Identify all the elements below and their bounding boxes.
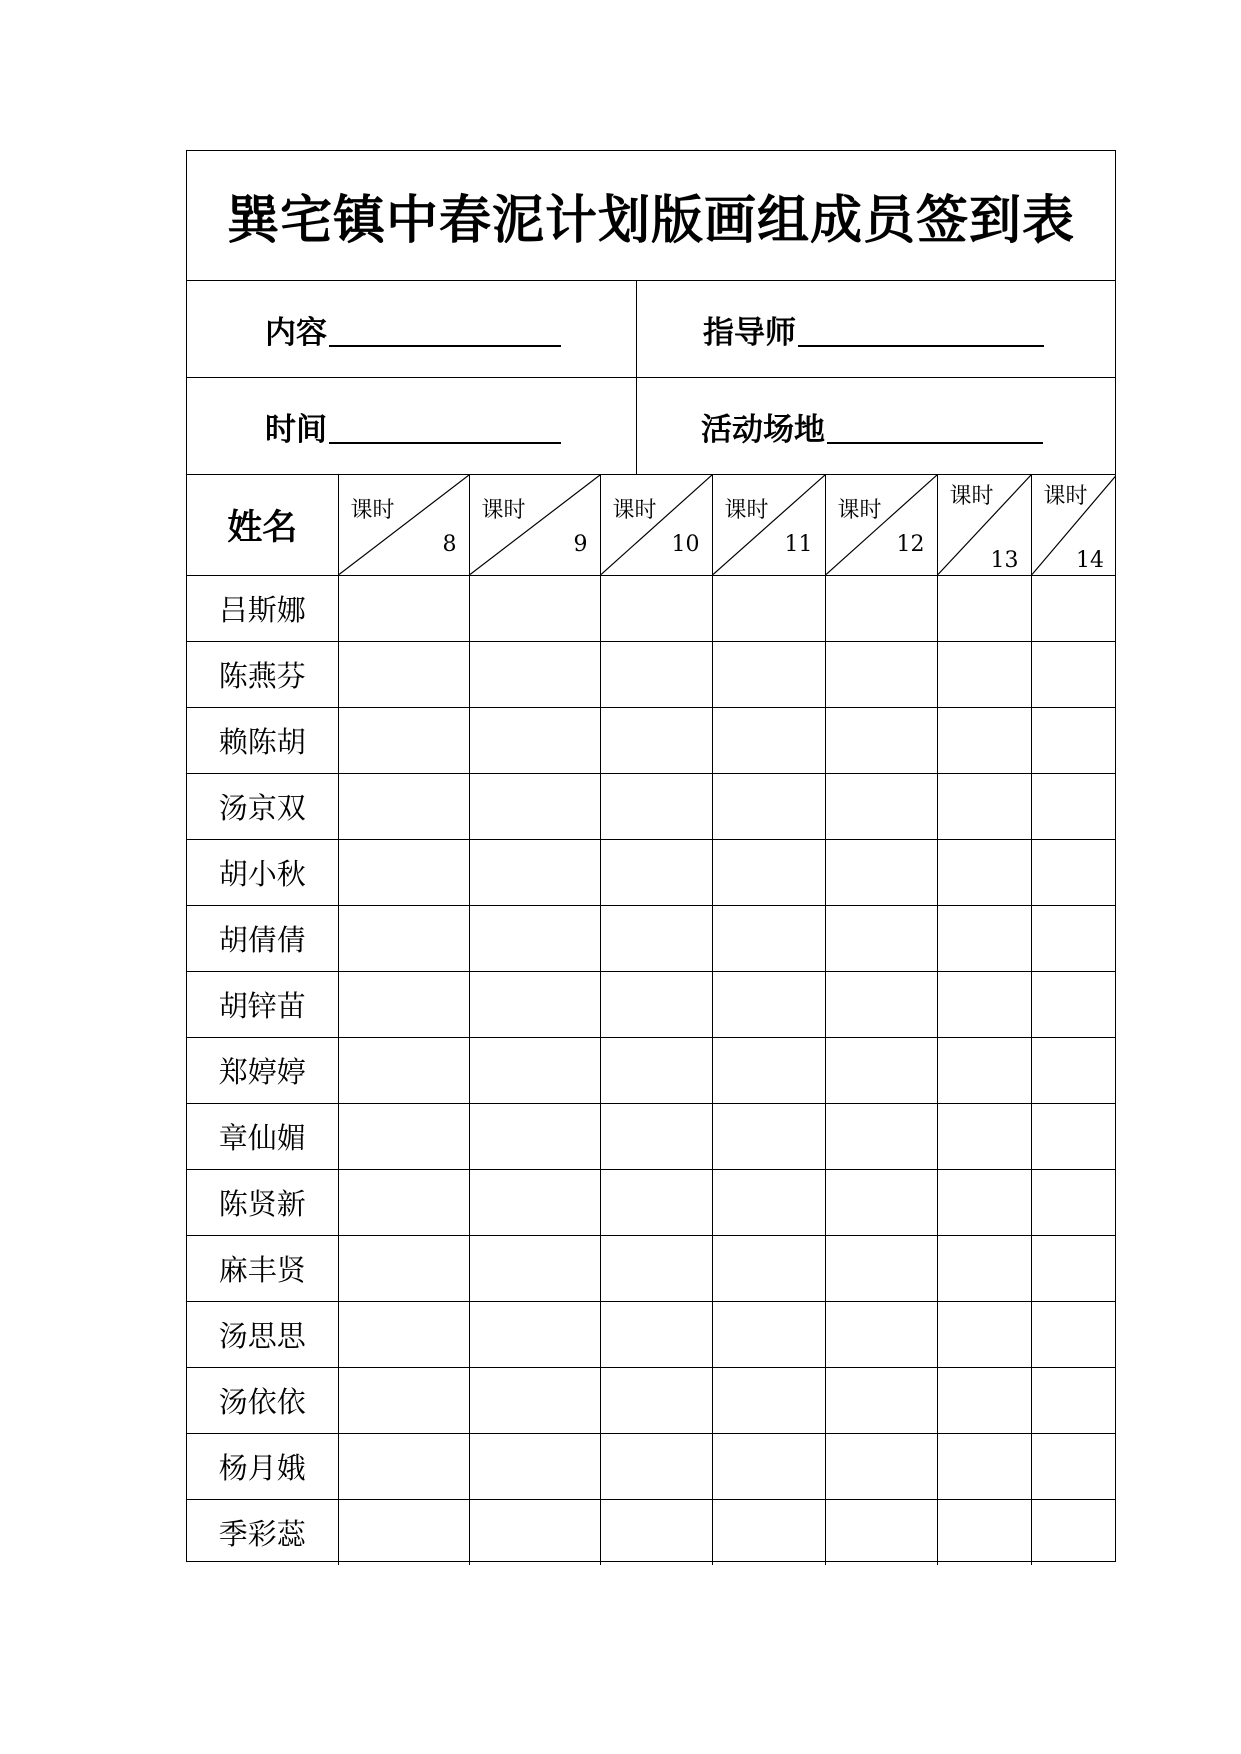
signature-cell[interactable] xyxy=(712,707,825,773)
signature-cell[interactable] xyxy=(469,1169,600,1235)
signature-cell[interactable] xyxy=(600,1169,712,1235)
signature-cell[interactable] xyxy=(338,707,469,773)
signature-cell[interactable] xyxy=(825,1235,937,1301)
signature-cell[interactable] xyxy=(469,1037,600,1103)
signature-cell[interactable] xyxy=(1031,1169,1116,1235)
lesson-header-cell xyxy=(1031,475,1116,575)
lesson-label: 课时 xyxy=(481,498,526,523)
signature-cell[interactable] xyxy=(469,971,600,1037)
table-row xyxy=(187,1235,1116,1301)
signature-cell[interactable] xyxy=(469,1367,600,1433)
signature-cell[interactable] xyxy=(469,773,600,839)
sign-in-sheet xyxy=(186,150,1116,1562)
sheet-title: 巽宅镇中春泥计划版画组成员签到表 xyxy=(226,191,1075,251)
lesson-label: 课时 xyxy=(612,498,657,523)
signature-cell[interactable] xyxy=(825,707,937,773)
signature-cell[interactable] xyxy=(338,1235,469,1301)
signature-cell[interactable] xyxy=(338,905,469,971)
title-row xyxy=(187,151,1115,281)
signature-cell[interactable] xyxy=(600,1235,712,1301)
signature-cell[interactable] xyxy=(825,1301,937,1367)
signature-cell[interactable] xyxy=(712,905,825,971)
signature-cell[interactable] xyxy=(825,1367,937,1433)
teacher-blank-line[interactable] xyxy=(798,311,1044,347)
signature-cell[interactable] xyxy=(469,575,600,641)
table-row xyxy=(187,1103,1116,1169)
signature-cell[interactable] xyxy=(712,1367,825,1433)
lesson-diagonal-header xyxy=(339,475,469,575)
time-blank-line[interactable] xyxy=(329,408,561,444)
signature-cell[interactable] xyxy=(338,575,469,641)
content-blank-line[interactable] xyxy=(329,311,561,347)
signature-cell[interactable] xyxy=(469,1499,600,1565)
signature-cell[interactable] xyxy=(937,707,1031,773)
table-row xyxy=(187,1169,1116,1235)
signature-cell[interactable] xyxy=(937,971,1031,1037)
signature-cell[interactable] xyxy=(937,1169,1031,1235)
signature-cell[interactable] xyxy=(1031,1037,1116,1103)
signature-cell[interactable] xyxy=(600,707,712,773)
signature-cell[interactable] xyxy=(338,1301,469,1367)
signature-cell[interactable] xyxy=(469,1235,600,1301)
signature-cell[interactable] xyxy=(600,1301,712,1367)
signature-cell[interactable] xyxy=(712,1301,825,1367)
content-cell xyxy=(187,281,637,377)
lesson-header-cell xyxy=(825,475,937,575)
member-name: 汤京双 xyxy=(187,773,338,839)
signature-cell[interactable] xyxy=(469,641,600,707)
signature-cell[interactable] xyxy=(1031,1433,1116,1499)
signature-cell[interactable] xyxy=(712,1235,825,1301)
lesson-number: 11 xyxy=(784,531,813,557)
lesson-number: 13 xyxy=(990,547,1019,573)
lesson-label: 课时 xyxy=(724,498,769,523)
lesson-number: 12 xyxy=(896,531,925,557)
signature-cell[interactable] xyxy=(712,1499,825,1565)
signature-cell[interactable] xyxy=(825,641,937,707)
signature-cell[interactable] xyxy=(600,1433,712,1499)
signature-cell[interactable] xyxy=(712,641,825,707)
member-name: 汤思思 xyxy=(187,1301,338,1367)
member-name: 陈贤新 xyxy=(187,1169,338,1235)
signature-cell[interactable] xyxy=(825,773,937,839)
signature-cell[interactable] xyxy=(825,1499,937,1565)
table-row xyxy=(187,707,1116,773)
lesson-label: 课时 xyxy=(1043,484,1088,509)
signature-cell[interactable] xyxy=(469,1301,600,1367)
venue-label: 活动场地 xyxy=(701,411,825,448)
signature-cell[interactable] xyxy=(1031,1367,1116,1433)
signature-cell[interactable] xyxy=(338,1499,469,1565)
signature-cell[interactable] xyxy=(937,1037,1031,1103)
table-row xyxy=(187,1301,1116,1367)
table-row xyxy=(187,1037,1116,1103)
teacher-cell xyxy=(637,281,1115,377)
signature-cell[interactable] xyxy=(937,1433,1031,1499)
lesson-header-cell xyxy=(937,475,1031,575)
table-row xyxy=(187,575,1116,641)
signature-cell[interactable] xyxy=(712,1169,825,1235)
diagonal-line xyxy=(470,475,600,575)
signature-cell[interactable] xyxy=(338,1103,469,1169)
signature-cell[interactable] xyxy=(712,1103,825,1169)
diagonal-line xyxy=(601,475,712,575)
lesson-diagonal-header xyxy=(826,475,937,575)
member-name: 吕斯娜 xyxy=(187,575,338,641)
table-row xyxy=(187,1499,1116,1565)
signature-cell[interactable] xyxy=(600,839,712,905)
signature-cell[interactable] xyxy=(825,1433,937,1499)
signature-cell[interactable] xyxy=(712,971,825,1037)
signature-cell[interactable] xyxy=(338,1367,469,1433)
venue-blank-line[interactable] xyxy=(827,408,1043,444)
attendance-table xyxy=(187,475,1116,1565)
signature-cell[interactable] xyxy=(1031,773,1116,839)
lesson-label: 课时 xyxy=(837,498,882,523)
table-row xyxy=(187,773,1116,839)
lesson-diagonal-header xyxy=(601,475,712,575)
lesson-diagonal-header xyxy=(1032,475,1117,575)
signature-cell[interactable] xyxy=(937,1235,1031,1301)
lesson-diagonal-header xyxy=(470,475,600,575)
member-name: 胡锌苗 xyxy=(187,971,338,1037)
time-cell xyxy=(187,378,637,474)
signature-cell[interactable] xyxy=(937,839,1031,905)
signature-cell[interactable] xyxy=(600,641,712,707)
signature-cell[interactable] xyxy=(600,1367,712,1433)
signature-cell[interactable] xyxy=(712,1433,825,1499)
signature-cell[interactable] xyxy=(469,905,600,971)
member-name: 麻丰贤 xyxy=(187,1235,338,1301)
signature-cell[interactable] xyxy=(338,1433,469,1499)
lesson-label: 课时 xyxy=(949,484,994,509)
signature-cell[interactable] xyxy=(712,839,825,905)
lesson-number: 9 xyxy=(573,531,588,557)
signature-cell[interactable] xyxy=(825,1037,937,1103)
member-name: 胡倩倩 xyxy=(187,905,338,971)
signature-cell[interactable] xyxy=(1031,1103,1116,1169)
lesson-header-cell xyxy=(338,475,469,575)
signature-cell[interactable] xyxy=(825,1169,937,1235)
signature-cell[interactable] xyxy=(937,773,1031,839)
content-label: 内容 xyxy=(265,314,327,351)
table-row xyxy=(187,905,1116,971)
signature-cell[interactable] xyxy=(469,1433,600,1499)
signature-cell[interactable] xyxy=(1031,1301,1116,1367)
lesson-diagonal-header xyxy=(938,475,1031,575)
signature-cell[interactable] xyxy=(338,773,469,839)
diagonal-line xyxy=(339,475,469,575)
info-row-content-teacher xyxy=(187,281,1115,378)
info-row-time-venue xyxy=(187,378,1115,475)
table-row xyxy=(187,641,1116,707)
signature-cell[interactable] xyxy=(712,1037,825,1103)
table-row xyxy=(187,1433,1116,1499)
member-name: 郑婷婷 xyxy=(187,1037,338,1103)
lesson-label: 课时 xyxy=(350,498,395,523)
signature-cell[interactable] xyxy=(937,575,1031,641)
signature-cell[interactable] xyxy=(600,1037,712,1103)
diagonal-line xyxy=(713,475,825,575)
signature-cell[interactable] xyxy=(338,1037,469,1103)
attendance-table-body xyxy=(187,475,1116,1565)
signature-cell[interactable] xyxy=(825,905,937,971)
diagonal-line xyxy=(826,475,937,575)
signature-cell[interactable] xyxy=(712,575,825,641)
member-name: 季彩蕊 xyxy=(187,1499,338,1565)
teacher-label: 指导师 xyxy=(703,314,796,351)
signature-cell[interactable] xyxy=(937,1499,1031,1565)
signature-cell[interactable] xyxy=(600,1103,712,1169)
signature-cell[interactable] xyxy=(1031,839,1116,905)
signature-cell[interactable] xyxy=(1031,575,1116,641)
lesson-number: 8 xyxy=(442,531,457,557)
signature-cell[interactable] xyxy=(825,575,937,641)
signature-cell[interactable] xyxy=(469,707,600,773)
signature-cell[interactable] xyxy=(1031,971,1116,1037)
member-name: 章仙媚 xyxy=(187,1103,338,1169)
signature-cell[interactable] xyxy=(338,971,469,1037)
member-name: 杨月娥 xyxy=(187,1433,338,1499)
table-row xyxy=(187,1367,1116,1433)
member-name: 胡小秋 xyxy=(187,839,338,905)
name-header: 姓名 xyxy=(187,475,338,575)
signature-cell[interactable] xyxy=(338,1169,469,1235)
signature-cell[interactable] xyxy=(937,1367,1031,1433)
time-label: 时间 xyxy=(265,411,327,448)
signature-cell[interactable] xyxy=(825,971,937,1037)
signature-cell[interactable] xyxy=(937,905,1031,971)
signature-cell[interactable] xyxy=(338,839,469,905)
signature-cell[interactable] xyxy=(937,1301,1031,1367)
venue-cell xyxy=(637,378,1115,474)
lesson-number: 14 xyxy=(1076,547,1104,573)
table-header-row xyxy=(187,475,1116,575)
lesson-header-cell xyxy=(469,475,600,575)
signature-cell[interactable] xyxy=(937,1103,1031,1169)
signature-cell[interactable] xyxy=(600,905,712,971)
member-name: 陈燕芬 xyxy=(187,641,338,707)
table-row xyxy=(187,971,1116,1037)
signature-cell[interactable] xyxy=(1031,1235,1116,1301)
member-name: 赖陈胡 xyxy=(187,707,338,773)
signature-cell[interactable] xyxy=(469,1103,600,1169)
signature-cell[interactable] xyxy=(600,773,712,839)
table-row xyxy=(187,839,1116,905)
signature-cell[interactable] xyxy=(1031,905,1116,971)
member-name: 汤依依 xyxy=(187,1367,338,1433)
signature-cell[interactable] xyxy=(600,1499,712,1565)
signature-cell[interactable] xyxy=(600,971,712,1037)
signature-cell[interactable] xyxy=(469,839,600,905)
signature-cell[interactable] xyxy=(1031,641,1116,707)
signature-cell[interactable] xyxy=(825,839,937,905)
lesson-header-cell xyxy=(712,475,825,575)
signature-cell[interactable] xyxy=(1031,707,1116,773)
lesson-number: 10 xyxy=(671,531,700,557)
signature-cell[interactable] xyxy=(712,773,825,839)
lesson-diagonal-header xyxy=(713,475,825,575)
signature-cell[interactable] xyxy=(600,575,712,641)
signature-cell[interactable] xyxy=(338,641,469,707)
signature-cell[interactable] xyxy=(1031,1499,1116,1565)
signature-cell[interactable] xyxy=(937,641,1031,707)
lesson-header-cell xyxy=(600,475,712,575)
signature-cell[interactable] xyxy=(825,1103,937,1169)
